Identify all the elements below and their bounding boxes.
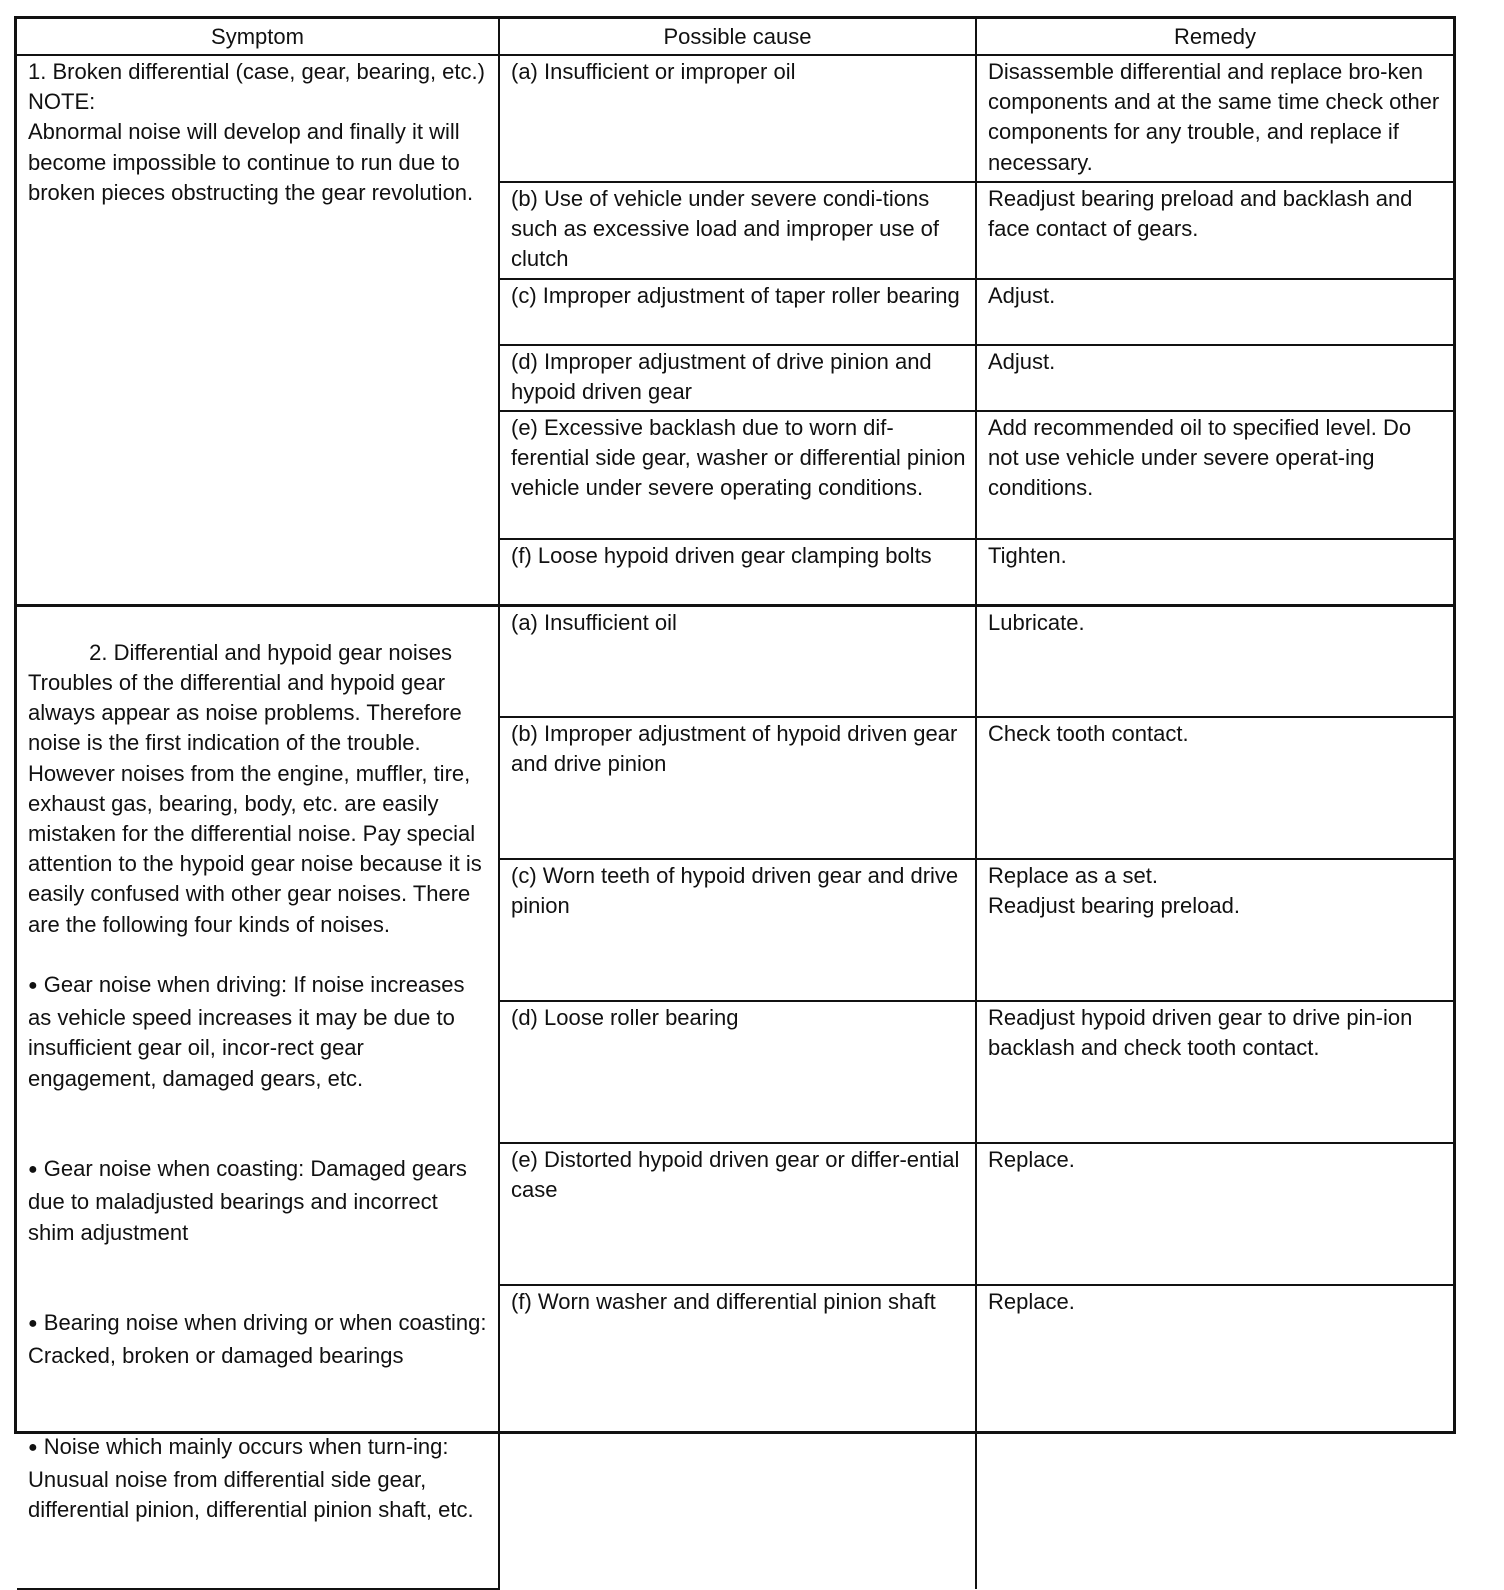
- symptom-bullet-text: Bearing noise when driving or when coasting: Cracked, broken or damaged bearings: [28, 1310, 493, 1369]
- remedy-cell: Adjust.: [976, 279, 1453, 345]
- cause-cell: (b) Use of vehicle under severe condi-tions such as excessive load and improper use of clutch: [499, 182, 976, 279]
- cause-cell: (e) Distorted hypoid driven gear or differ-ential case: [499, 1143, 976, 1285]
- symptom-bullet-text: Noise which mainly occurs when turn-ing: Unusual noise from differential side gear, differential pinion, differential pinion shaft, etc.: [28, 1433, 474, 1523]
- troubleshooting-table-frame: [14, 16, 1456, 1523]
- symptom-bullet: [28, 1308, 493, 1371]
- cause-cell: (e) Excessive backlash due to worn dif-ferential side gear, washer or differential pinion vehicle under severe operating conditions.: [499, 411, 976, 539]
- remedy-cell: Readjust hypoid driven gear to drive pin-ion backlash and check tooth contact.: [976, 1001, 1453, 1143]
- cause-cell: (a) Insufficient or improper oil: [499, 55, 976, 182]
- bullet-icon: ●: [28, 1438, 38, 1456]
- cause-cell: (d) Improper adjustment of drive pinion and hypoid driven gear: [499, 345, 976, 411]
- remedy-cell: Adjust.: [976, 345, 1453, 411]
- cause-cell: (c) Improper adjustment of taper roller bearing: [499, 279, 976, 345]
- cause-cell: (b) Improper adjustment of hypoid driven gear and drive pinion: [499, 717, 976, 859]
- symptom-bullet: [28, 970, 489, 1094]
- cause-cell: (a) Insufficient oil: [499, 605, 976, 717]
- troubleshooting-table: [17, 19, 1453, 1590]
- cause-cell: (d) Loose roller bearing: [499, 1001, 976, 1143]
- remedy-cell: Add recommended oil to specified level. Do not use vehicle under severe operat-ing conditions.: [976, 411, 1453, 539]
- cause-cell: (f) Worn washer and differential pinion shaft: [499, 1285, 976, 1589]
- cause-cell: (c) Worn teeth of hypoid driven gear and drive pinion: [499, 859, 976, 1001]
- remedy-cell: Replace.: [976, 1285, 1453, 1589]
- table-row: [17, 55, 1453, 182]
- remedy-cell: Readjust bearing preload and backlash and face contact of gears.: [976, 182, 1453, 279]
- header-possible-cause: Possible cause: [499, 19, 976, 55]
- bullet-icon: ●: [28, 1161, 38, 1179]
- header-row: [17, 19, 1453, 55]
- symptom-bullet-text: Gear noise when driving: If noise increases as vehicle speed increases it may be due to insufficient gear oil, incor-rect gear engagement, damaged gears, etc.: [28, 971, 471, 1091]
- header-remedy: Remedy: [976, 19, 1453, 55]
- symptom-bullet: [28, 1154, 489, 1248]
- symptom-bullet-text: Gear noise when coasting: Damaged gears due to maladjusted bearings and incorrect shim adjustment: [28, 1156, 474, 1245]
- remedy-cell: Lubricate.: [976, 605, 1453, 717]
- symptom-cell: 1. Broken differential (case, gear, bearing, etc.) NOTE: Abnormal noise will develop and finally it will become impossible to continue to run due to broken pieces obstructing the gear revolution.: [17, 55, 499, 605]
- cause-cell: (f) Loose hypoid driven gear clamping bolts: [499, 539, 976, 605]
- remedy-cell: Tighten.: [976, 539, 1453, 605]
- remedy-cell: Check tooth contact.: [976, 717, 1453, 859]
- remedy-cell: Replace as a set. Readjust bearing preload.: [976, 859, 1453, 1001]
- remedy-cell: Disassemble differential and replace bro-ken components and at the same time check other components for any trouble, and replace if necessary.: [976, 55, 1453, 182]
- table-row: [17, 605, 1453, 717]
- symptom-intro: 2. Differential and hypoid gear noises Troubles of the differential and hypoid gear always appear as noise problems. Therefore noise is the first indication of the trouble. However noises from the engine, muffler, tire, exhaust gas, bearing, body, etc. are easily mistaken for the differential noise. Pay special attention to the hypoid gear noise because it is easily confused with other gear noises. There are the following four kinds of noises.: [28, 639, 482, 937]
- symptom-bullet: [28, 1432, 489, 1526]
- remedy-cell: Replace.: [976, 1143, 1453, 1285]
- bullet-icon: ●: [28, 976, 38, 994]
- bullet-icon: ●: [28, 1315, 38, 1333]
- symptom-cell: [17, 605, 499, 1589]
- header-symptom: Symptom: [17, 19, 499, 55]
